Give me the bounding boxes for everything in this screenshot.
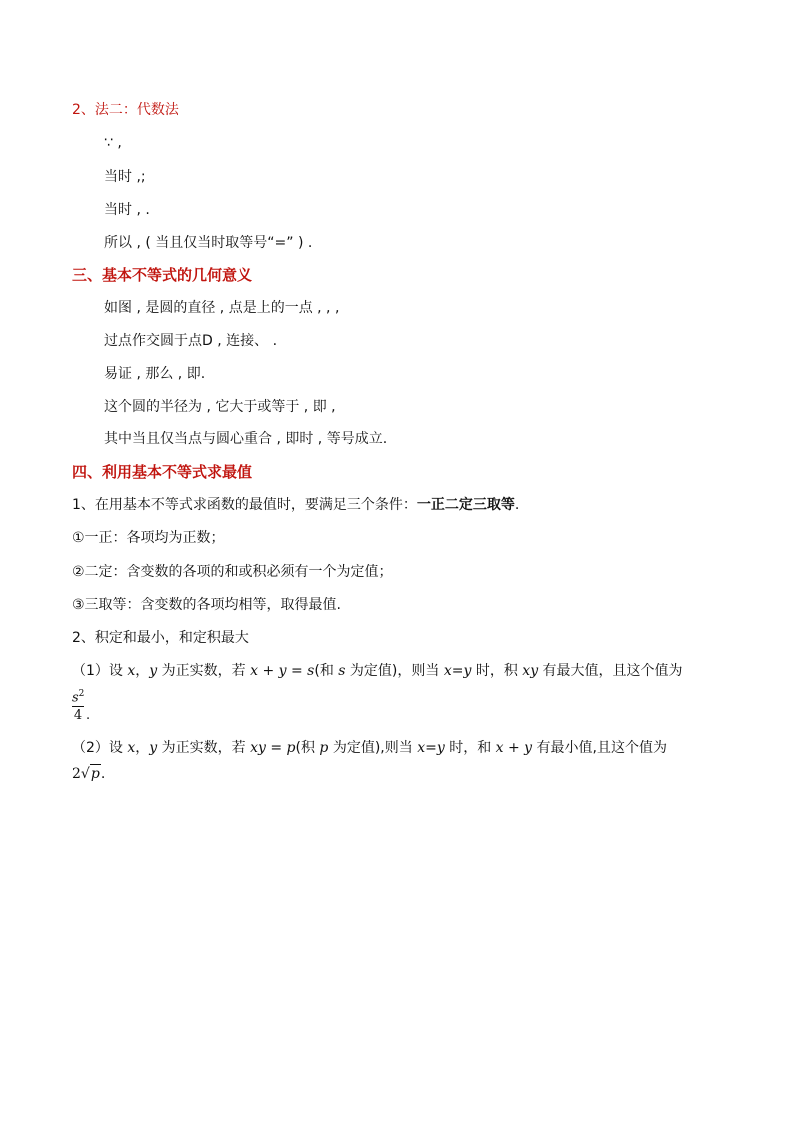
list-item: ②二定：含变数的各项的和或积必须有一个为定值； — [72, 564, 393, 580]
text-span: 为定值),则当 — [328, 740, 418, 756]
text-span: 为定值)，则当 — [345, 663, 444, 679]
case-one-line — [72, 661, 683, 681]
text-span: 1、在用基本不等式求函数的最值时，要满足三个条件： — [72, 497, 417, 513]
text-line: 易证 , 那么 , 即. — [104, 366, 206, 382]
section-heading-geometric-meaning: 三、基本不等式的几何意义 — [72, 266, 253, 284]
text-span: 为正实数，若 — [157, 740, 251, 756]
period: . — [86, 708, 91, 723]
section-heading-method-two: 2、法二：代数法 — [72, 102, 179, 118]
text-span: 有最大值，且这个值为 — [538, 663, 683, 679]
bold-phrase: 一正二定三取等 — [416, 497, 515, 513]
fraction-denominator: 4 — [73, 708, 83, 724]
text-line: 当时 ,; — [104, 169, 146, 185]
text-span: 时，积 — [471, 663, 523, 679]
math-var: y — [149, 663, 158, 679]
radicand: p — [90, 766, 100, 782]
text-line: ∵ , — [104, 135, 122, 151]
fraction-numerator — [72, 687, 84, 705]
case-two-line — [72, 738, 667, 758]
math-var: xy — [522, 663, 539, 679]
math-var: p — [319, 740, 329, 756]
text-line: 如图 , 是圆的直径 , 点是上的一点 , , , — [104, 300, 340, 316]
math-var: y — [149, 740, 158, 756]
paragraph-conditions — [72, 495, 519, 515]
math-sum: x + y — [495, 740, 533, 756]
fraction-bar — [72, 706, 84, 707]
text-span: ， — [135, 663, 150, 679]
text-span: ， — [135, 740, 150, 756]
exponent: 2 — [78, 689, 85, 699]
text-span: （2）设 — [72, 740, 128, 756]
text-span: . — [514, 497, 520, 513]
text-line: 这个圆的半径为 , 它大于或等于 , 即 , — [104, 399, 336, 415]
math-condition: x=y — [417, 740, 445, 756]
text-line: 其中当且仅当点与圆心重合 , 即时 , 等号成立. — [104, 431, 388, 447]
text-span: 有最小值,且这个值为 — [532, 740, 667, 756]
text-span: (和 — [314, 663, 339, 679]
two-root-p — [72, 764, 105, 783]
math-equation: xy = p — [250, 740, 296, 756]
section-heading-find-extremum: 四、利用基本不等式求最值 — [72, 463, 253, 481]
radical-sign: √ — [80, 766, 90, 782]
text-line: 当时 , . — [104, 202, 150, 218]
list-item: ③三取等：含变数的各项均相等，取得最值. — [72, 597, 341, 613]
math-var: s — [72, 690, 79, 706]
paragraph-rule: 2、积定和最小，和定积最大 — [72, 630, 249, 646]
text-span: 时，和 — [444, 740, 496, 756]
coefficient: 2 — [72, 766, 81, 782]
text-span: (积 — [295, 740, 320, 756]
list-item: ①一正：各项均为正数； — [72, 530, 225, 546]
text-span: （1）设 — [72, 663, 128, 679]
text-line: 所以 , ( 当且仅当时取等号“=” ) . — [104, 235, 313, 251]
math-equation: x + y = s — [250, 663, 315, 679]
text-span: 为正实数，若 — [157, 663, 251, 679]
math-var: x — [127, 663, 136, 679]
fraction-s-squared-over-4 — [72, 687, 84, 723]
math-condition: x=y — [443, 663, 472, 679]
period: . — [100, 766, 106, 782]
math-var: x — [127, 740, 136, 756]
text-line: 过点作交圆于点D , 连接、 . — [104, 333, 278, 349]
math-var: s — [338, 663, 346, 679]
